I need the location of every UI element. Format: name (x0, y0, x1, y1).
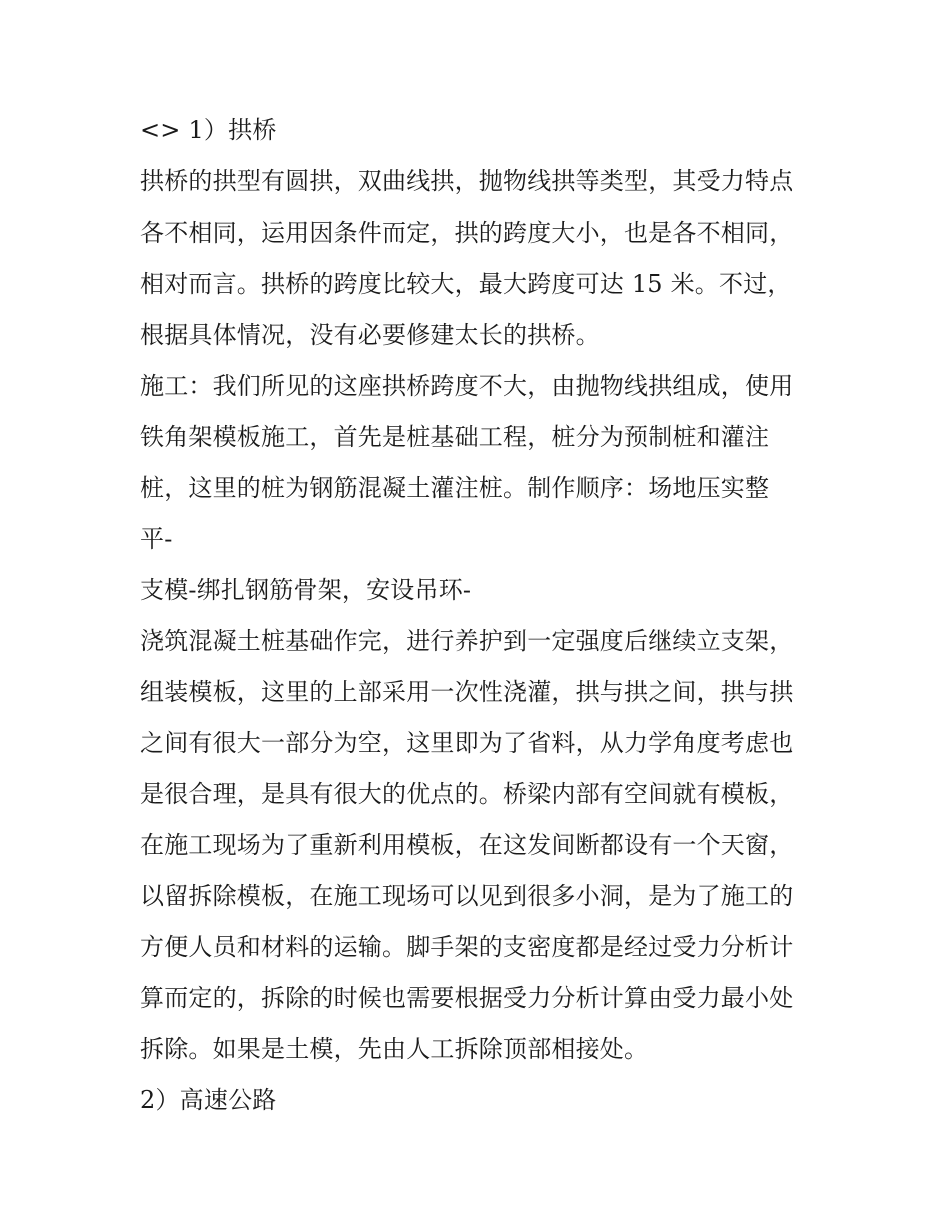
paragraph-line: 拆除。如果是土模，先由人工拆除顶部相接处。 (140, 1035, 649, 1063)
paragraph-line: 是很合理，是具有很大的优点的。桥梁内部有空间就有模板， (140, 780, 794, 808)
paragraph-line: 桩，这里的桩为钢筋混凝土灌注桩。制作顺序：场地压实整 (140, 474, 770, 502)
section-heading-arch-bridge: <> 1）拱桥 (140, 116, 277, 144)
paragraph-line: 平- (140, 525, 173, 553)
paragraph-line: 浇筑混凝土桩基础作完，进行养护到一定强度后继续立支架， (140, 627, 794, 655)
paragraph-line: 根据具体情况，没有必要修建太长的拱桥。 (140, 321, 600, 349)
paragraph-line: 之间有很大一部分为空，这里即为了省料，从力学角度考虑也 (140, 729, 794, 757)
section-heading-highway: 2）高速公路 (140, 1086, 277, 1114)
paragraph-line: 在施工现场为了重新利用模板，在这发间断都设有一个天窗， (140, 831, 794, 859)
paragraph-line: 以留拆除模板，在施工现场可以见到很多小洞，是为了施工的 (140, 882, 794, 910)
paragraph-line: 拱桥的拱型有圆拱，双曲线拱，抛物线拱等类型，其受力特点 (140, 167, 794, 195)
paragraph-line: 铁角架模板施工，首先是桩基础工程，桩分为预制桩和灌注 (140, 423, 770, 451)
paragraph-line: 施工：我们所见的这座拱桥跨度不大，由抛物线拱组成，使用 (140, 372, 794, 400)
paragraph-line: 方便人员和材料的运输。脚手架的支密度都是经过受力分析计 (140, 933, 794, 961)
paragraph-line: 各不相同，运用因条件而定，拱的跨度大小，也是各不相同， (140, 219, 794, 247)
paragraph-line: 相对而言。拱桥的跨度比较大，最大跨度可达 15 米。不过， (140, 270, 792, 298)
paragraph-line: 算而定的，拆除的时候也需要根据受力分析计算由受力最小处 (140, 984, 794, 1012)
paragraph-line: 组装模板，这里的上部采用一次性浇灌，拱与拱之间，拱与拱 (140, 678, 794, 706)
paragraph-line: 支模-绑扎钢筋骨架，安设吊环- (140, 576, 472, 604)
